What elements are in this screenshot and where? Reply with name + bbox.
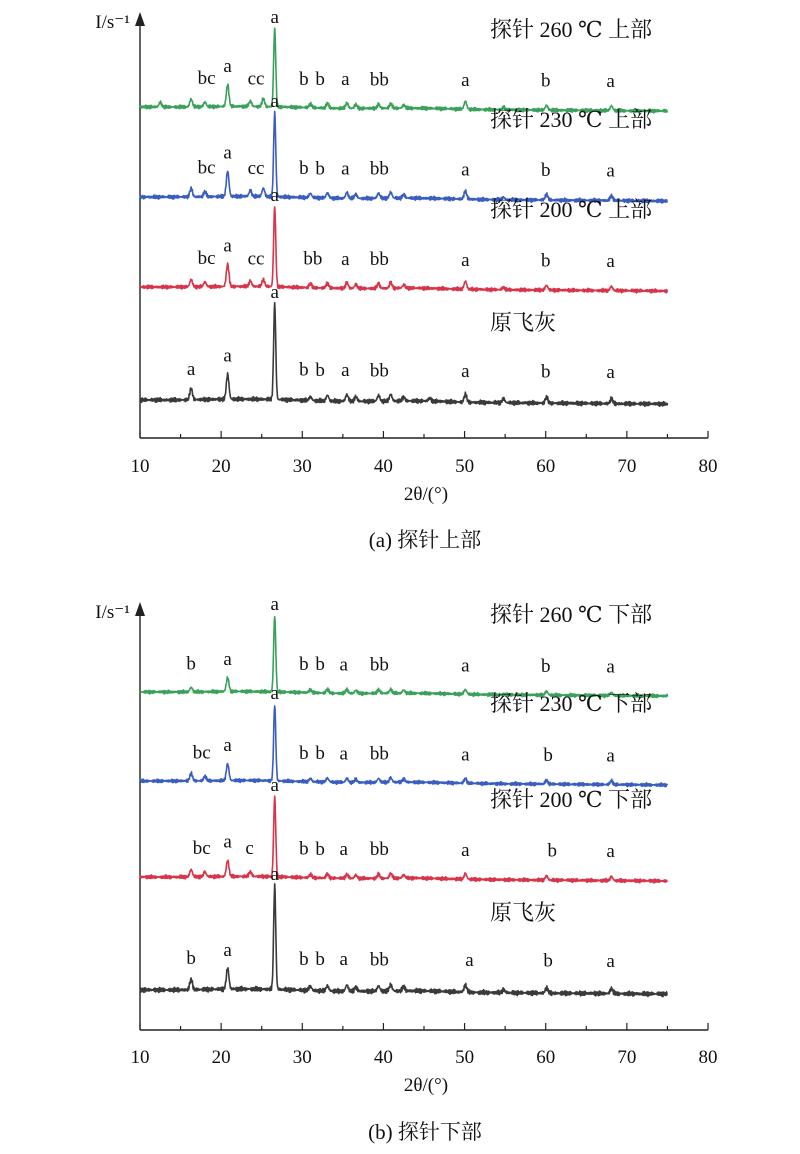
- series-2: [140, 775, 667, 883]
- x-tick-label: 70: [617, 1047, 637, 1068]
- peak-label: bc: [192, 837, 211, 859]
- peak-label: a: [606, 250, 615, 272]
- peak-label: bb: [369, 743, 389, 765]
- peak-label: a: [606, 745, 615, 767]
- y-axis-arrow: [135, 12, 145, 26]
- x-tick-label: 30: [292, 456, 312, 477]
- peak-label: a: [465, 950, 474, 972]
- series-3: [140, 282, 667, 406]
- peak-label: a: [461, 249, 470, 271]
- peak-label: a: [223, 734, 232, 756]
- peak-label: b: [186, 947, 196, 969]
- peak-label: b: [315, 654, 325, 676]
- peak-label: b: [540, 159, 551, 181]
- peak-label: a: [341, 158, 350, 180]
- peak-label: b: [540, 655, 551, 677]
- peak-label: b: [299, 838, 309, 860]
- peak-label: b: [299, 158, 309, 180]
- x-tick-label: 40: [373, 456, 393, 477]
- peak-label: a: [223, 831, 232, 853]
- peak-label: a: [606, 71, 615, 93]
- peak-label: bb: [369, 360, 389, 382]
- peak-label: bb: [369, 839, 389, 861]
- x-tick-label: 50: [455, 456, 475, 477]
- xrd-trace: [140, 706, 667, 787]
- peak-label: bb: [369, 949, 389, 971]
- x-tick-label: 70: [617, 456, 637, 477]
- series-label: 探针 230 ℃ 下部: [490, 691, 653, 716]
- series-label: 探针 200 ℃ 下部: [490, 787, 653, 812]
- peak-label: a: [606, 160, 615, 182]
- panel-caption: (b) 探针下部: [368, 1120, 482, 1144]
- peak-label: a: [606, 656, 615, 678]
- peak-label: a: [339, 838, 348, 860]
- x-tick-label: 50: [455, 1047, 475, 1068]
- series-0: [140, 594, 667, 698]
- peak-label: a: [341, 248, 350, 270]
- x-tick-label: 60: [536, 456, 556, 477]
- peak-label: a: [270, 864, 279, 885]
- peak-label: b: [299, 359, 309, 381]
- y-axis-label: I/s⁻¹: [95, 12, 130, 33]
- series-2: [140, 185, 667, 293]
- peak-label: cc: [247, 157, 265, 179]
- panel-a: [95, 7, 717, 552]
- x-tick-label: 10: [130, 1047, 150, 1068]
- peak-label: a: [339, 654, 348, 676]
- peak-label: c: [245, 838, 254, 860]
- x-axis-label: 2θ/(°): [403, 484, 449, 505]
- peak-label: bb: [303, 248, 323, 270]
- peak-label: a: [223, 345, 232, 367]
- peak-label: bb: [369, 69, 389, 91]
- x-tick-label: 40: [373, 1047, 393, 1068]
- series-label: 原飞灰: [490, 310, 557, 335]
- y-axis-arrow: [135, 602, 145, 616]
- series-label: 探针 260 ℃ 下部: [490, 602, 653, 627]
- peak-label: b: [299, 654, 309, 676]
- peak-label: bc: [192, 742, 211, 764]
- peak-label: a: [270, 683, 279, 704]
- peak-label: cc: [247, 248, 265, 270]
- peak-label: a: [270, 282, 279, 303]
- peak-label: b: [299, 743, 309, 765]
- x-tick-label: 80: [698, 1047, 718, 1068]
- peak-label: a: [223, 235, 232, 257]
- x-tick-label: 20: [211, 456, 231, 477]
- peak-label: a: [270, 91, 279, 112]
- peak-label: a: [223, 142, 232, 164]
- peak-label: b: [315, 743, 325, 765]
- series-label: 原飞灰: [490, 900, 557, 925]
- peak-label: b: [540, 361, 551, 383]
- peak-label: a: [606, 951, 615, 973]
- peak-label: a: [341, 360, 350, 382]
- peak-label: b: [547, 840, 557, 862]
- peak-label: a: [341, 69, 350, 91]
- series-label: 探针 200 ℃ 上部: [490, 197, 653, 222]
- peak-label: a: [461, 839, 470, 861]
- peak-label: a: [223, 648, 232, 670]
- x-tick-label: 60: [536, 1047, 556, 1068]
- peak-label: bc: [197, 247, 216, 269]
- peak-label: b: [543, 744, 553, 766]
- peak-label: b: [299, 68, 309, 90]
- peak-label: a: [186, 358, 196, 380]
- peak-label: a: [270, 775, 279, 796]
- peak-label: b: [315, 838, 325, 860]
- xrd-trace: [140, 884, 667, 997]
- panel-caption: (a) 探针上部: [368, 528, 482, 552]
- peak-label: b: [315, 158, 325, 180]
- series-label: 探针 260 ℃ 上部: [490, 17, 653, 42]
- peak-label: bb: [369, 158, 389, 180]
- peak-label: b: [186, 653, 196, 675]
- peak-label: a: [461, 159, 470, 181]
- series-1: [140, 91, 667, 203]
- peak-label: b: [315, 69, 325, 91]
- peak-label: a: [461, 655, 470, 677]
- peak-label: b: [540, 70, 551, 92]
- x-tick-label: 20: [211, 1047, 231, 1068]
- peak-label: b: [299, 948, 309, 970]
- peak-label: a: [606, 362, 615, 384]
- peak-label: a: [270, 185, 279, 206]
- peak-label: a: [270, 594, 279, 615]
- peak-label: a: [223, 939, 232, 961]
- y-axis-label: I/s⁻¹: [95, 602, 130, 623]
- series-0: [140, 7, 667, 113]
- peak-label: a: [339, 949, 348, 971]
- x-tick-label: 80: [698, 456, 718, 477]
- peak-label: b: [315, 359, 325, 381]
- peak-label: b: [543, 950, 553, 972]
- x-tick-label: 10: [130, 456, 150, 477]
- peak-label: b: [315, 948, 325, 970]
- x-tick-label: 30: [292, 1047, 312, 1068]
- series-1: [140, 683, 667, 787]
- xrd-trace: [140, 303, 667, 407]
- xrd-trace: [140, 617, 667, 698]
- peak-label: a: [461, 744, 470, 766]
- peak-label: a: [461, 70, 470, 92]
- peak-label: cc: [247, 68, 265, 90]
- peak-label: bb: [369, 249, 389, 271]
- peak-label: a: [270, 7, 279, 28]
- peak-label: bb: [369, 654, 389, 676]
- peak-label: a: [223, 55, 232, 77]
- peak-label: bc: [197, 68, 216, 90]
- peak-label: b: [540, 250, 551, 272]
- series-label: 探针 230 ℃ 上部: [490, 107, 653, 132]
- peak-label: a: [461, 360, 470, 382]
- series-3: [140, 864, 667, 997]
- x-axis-label: 2θ/(°): [403, 1075, 449, 1096]
- peak-label: a: [606, 840, 615, 862]
- peak-label: bc: [197, 157, 216, 179]
- panel-b: [95, 594, 717, 1144]
- peak-label: a: [339, 743, 348, 765]
